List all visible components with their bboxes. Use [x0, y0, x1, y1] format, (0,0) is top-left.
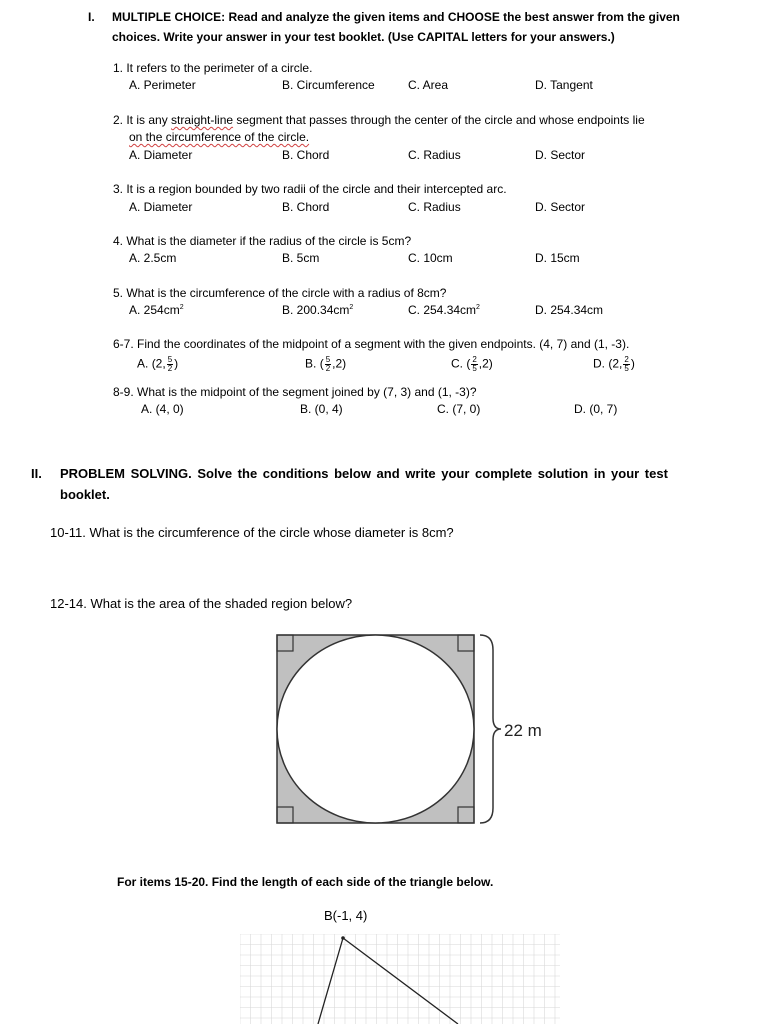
question-2-stem-pre: 2. It is any — [113, 113, 172, 127]
section-2-number: II. — [31, 466, 42, 481]
question-5-choice-a-text: A. 254cm — [129, 303, 180, 317]
choice-b-open: ( — [319, 356, 324, 371]
question-5-choice-d: D. 254.34cm — [535, 303, 604, 317]
question-2-choice-c: C. Radius — [408, 148, 461, 162]
section-2-instructions-line-1: PROBLEM SOLVING. Solve the conditions below and write your complete solution in your test — [60, 466, 668, 481]
question-4-stem: 4. What is the diameter if the radius of the circle is 5cm? — [113, 234, 412, 248]
point-b-label: B(-1, 4) — [324, 908, 368, 923]
question-1-choice-c: C. Area — [408, 78, 449, 92]
question-8-9-choice-b: B. (0, 4) — [300, 402, 343, 416]
choice-b-close: ,2) — [332, 356, 347, 371]
choice-d-label: D. — [593, 356, 605, 371]
choice-c-fraction — [471, 356, 477, 373]
point-b-marker — [341, 936, 345, 940]
fraction-denominator: 2 — [325, 364, 331, 373]
choice-c-open: ( — [466, 356, 471, 371]
question-2-choice-b: B. Chord — [282, 148, 330, 162]
choice-a-label: A. — [137, 356, 149, 371]
fraction-denominator: 5 — [472, 364, 477, 373]
fraction-denominator: 2 — [167, 364, 173, 373]
question-6-7-stem: 6-7. Find the coordinates of the midpoint of a segment with the given endpoints. (4, 7) and (1, -3). — [113, 337, 630, 351]
section-2-instructions-line-2: booklet. — [60, 487, 110, 502]
question-2-stem-line-2-text: on the circumference of the circle. — [129, 130, 310, 144]
question-5-choice-b — [282, 303, 353, 317]
choice-c-label: C. — [451, 356, 463, 371]
question-1-choice-b: B. Circumference — [282, 78, 375, 92]
question-5-choice-a — [129, 303, 184, 317]
question-8-9-choice-a: A. (4, 0) — [141, 402, 184, 416]
question-6-7-choice-c — [451, 356, 493, 373]
fraction-numerator: 2 — [472, 355, 477, 364]
question-3-choice-d: D. Sector — [535, 200, 586, 214]
question-2-stem-line-2 — [129, 130, 309, 144]
fraction-numerator: 5 — [325, 355, 331, 364]
shaded-region-figure — [265, 630, 585, 830]
fraction-numerator: 2 — [624, 355, 629, 364]
section-1-number: I. — [88, 10, 95, 24]
question-5-choice-b-superscript: 2 — [349, 304, 354, 311]
triangle-side-right — [343, 938, 458, 1024]
question-3-stem: 3. It is a region bounded by two radii of the circle and their intercepted arc. — [113, 182, 507, 196]
choice-d-fraction — [623, 356, 629, 373]
question-5-stem: 5. What is the circumference of the circle with a radius of 8cm? — [113, 286, 447, 300]
choice-b-label: B. — [305, 356, 317, 371]
question-5-choice-a-superscript: 2 — [179, 304, 184, 311]
choice-d-open: (2, — [608, 356, 623, 371]
choice-a-fraction — [167, 356, 173, 373]
question-2-choice-d: D. Sector — [535, 148, 586, 162]
question-5-choice-c — [408, 303, 480, 317]
triangle-grid — [240, 934, 560, 1024]
dimension-label: 22 m — [504, 721, 542, 740]
question-6-7-choice-a — [137, 356, 178, 373]
section-1-instructions-line-2: choices. Write your answer in your test booklet. (Use CAPITAL letters for your answers.) — [112, 30, 615, 44]
choice-c-close: ,2) — [478, 356, 493, 371]
items-15-20-heading: For items 15-20. Find the length of each side of the triangle below. — [117, 875, 494, 889]
question-4-choice-b: B. 5cm — [282, 251, 320, 265]
triangle-side-left — [318, 938, 343, 1024]
choice-a-close: ) — [174, 356, 179, 371]
question-4-choice-d: D. 15cm — [535, 251, 580, 265]
question-1-stem: 1. It refers to the perimeter of a circle. — [113, 61, 313, 75]
question-1-choice-a: A. Perimeter — [129, 78, 196, 92]
question-5-choice-b-text: B. 200.34cm — [282, 303, 350, 317]
question-6-7-choice-b — [305, 356, 346, 373]
question-8-9-stem: 8-9. What is the midpoint of the segment joined by (7, 3) and (1, -3)? — [113, 385, 477, 399]
dimension-brace — [480, 635, 501, 823]
question-2-stem-post: segment that passes through the center of the circle and whose endpoints lie — [233, 113, 645, 127]
grid-lines — [240, 934, 560, 1024]
question-3-choice-a: A. Diameter — [129, 200, 193, 214]
section-1-instructions-line-1: MULTIPLE CHOICE: Read and analyze the given items and CHOOSE the best answer from the given — [112, 10, 680, 24]
question-5-choice-c-superscript: 2 — [476, 304, 480, 311]
fraction-denominator: 5 — [624, 364, 629, 373]
choice-b-fraction — [325, 356, 331, 373]
question-2-choice-a: A. Diameter — [129, 148, 193, 162]
question-2-stem — [113, 113, 645, 127]
question-3-choice-c: C. Radius — [408, 200, 461, 214]
question-3-choice-b: B. Chord — [282, 200, 330, 214]
question-8-9-choice-d: D. (0, 7) — [574, 402, 618, 416]
question-6-7-choice-d — [593, 356, 635, 373]
question-8-9-choice-c: C. (7, 0) — [437, 402, 481, 416]
question-10-11: 10-11. What is the circumference of the circle whose diameter is 8cm? — [50, 525, 454, 540]
inscribed-circle — [277, 635, 474, 823]
choice-d-close: ) — [630, 356, 635, 371]
question-4-choice-c: C. 10cm — [408, 251, 453, 265]
question-4-choice-a: A. 2.5cm — [129, 251, 177, 265]
question-12-14: 12-14. What is the area of the shaded region below? — [50, 596, 353, 611]
choice-a-open: (2, — [151, 356, 166, 371]
question-5-choice-c-text: C. 254.34cm — [408, 303, 477, 317]
question-1-choice-d: D. Tangent — [535, 78, 593, 92]
question-2-stem-flagged-word: straight-line — [171, 113, 234, 127]
fraction-numerator: 5 — [167, 355, 173, 364]
